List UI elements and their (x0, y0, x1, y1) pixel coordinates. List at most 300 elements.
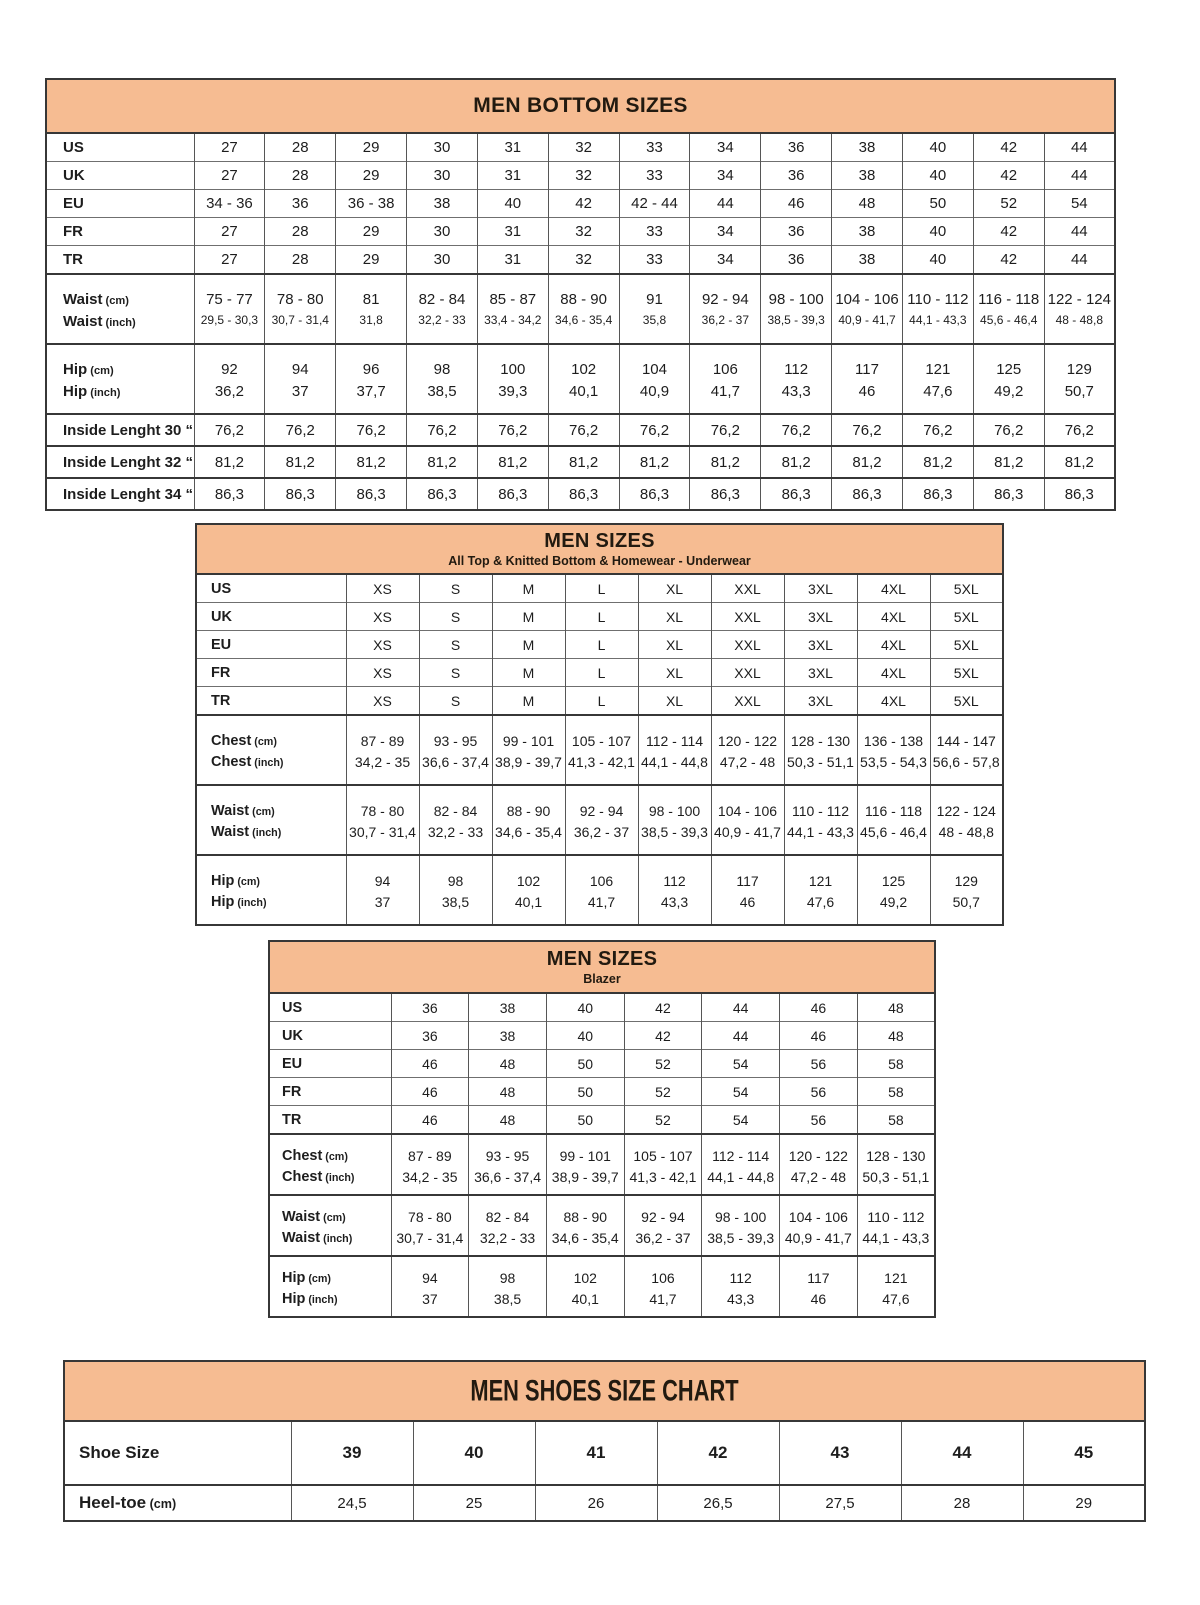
row-label: Waist (inch) (211, 824, 282, 840)
cell: 76,2 (194, 414, 265, 446)
cell: 40 (546, 993, 624, 1022)
row-label: Hip (inch) (63, 383, 121, 400)
cell: 76,2 (902, 414, 973, 446)
men-shoes-size-chart-table (63, 1360, 1146, 1522)
cell: 34,6 - 35,4 (492, 822, 565, 855)
cell: 54 (702, 1078, 780, 1106)
row-label: Hip (cm) (196, 855, 346, 892)
cell: 102 (548, 344, 619, 381)
cell: XL (638, 687, 711, 716)
cell: XS (346, 687, 419, 716)
cell: 81,2 (832, 446, 903, 478)
row-label: Hip (inch) (211, 894, 267, 910)
row-label-unit: (cm) (234, 876, 260, 888)
cell: 31 (477, 246, 548, 275)
cell: 48 (469, 1050, 547, 1078)
row-label: EU (269, 1050, 391, 1078)
men-shoes-size-chart (63, 1360, 1146, 1522)
cell: 44 (1044, 162, 1115, 190)
cell: 30 (407, 162, 478, 190)
cell: 33 (619, 246, 690, 275)
cell: 81,2 (619, 446, 690, 478)
cell: 44,1 - 43,3 (857, 1228, 935, 1256)
cell: L (565, 659, 638, 687)
cell: 81,2 (973, 446, 1044, 478)
cell: 88 - 90 (492, 785, 565, 822)
cell: 36 - 38 (336, 190, 407, 218)
cell: 54 (702, 1050, 780, 1078)
cell: 82 - 84 (419, 785, 492, 822)
cell: 46 (780, 993, 858, 1022)
cell: 37 (265, 381, 336, 414)
cell: 44 (1044, 133, 1115, 162)
cell: 31 (477, 162, 548, 190)
cell: 106 (624, 1256, 702, 1289)
cell: 41,3 - 42,1 (565, 752, 638, 785)
cell: 76,2 (1044, 414, 1115, 446)
cell: 58 (857, 1078, 935, 1106)
row-label: Chest (cm) (196, 715, 346, 752)
cell: 41,7 (690, 381, 761, 414)
cell: 5XL (930, 659, 1003, 687)
cell: M (492, 631, 565, 659)
cell: 120 - 122 (780, 1134, 858, 1167)
cell: 46 (780, 1289, 858, 1317)
cell: L (565, 687, 638, 716)
cell: 52 (624, 1106, 702, 1135)
table-row (196, 855, 1003, 892)
cell: 42 (657, 1421, 779, 1485)
cell: 30,7 - 31,4 (391, 1228, 469, 1256)
cell: 42 - 44 (619, 190, 690, 218)
table-row (46, 274, 1115, 311)
cell: 40,1 (548, 381, 619, 414)
cell: 46 (391, 1106, 469, 1135)
cell: 56,6 - 57,8 (930, 752, 1003, 785)
cell: 98 (407, 344, 478, 381)
cell: 92 - 94 (690, 274, 761, 311)
cell: 52 (624, 1078, 702, 1106)
row-label: Chest (inch) (282, 1169, 355, 1185)
table-row (269, 1078, 935, 1106)
cell: 36,2 - 37 (565, 822, 638, 855)
cell: 33 (619, 218, 690, 246)
cell: 46 (832, 381, 903, 414)
cell: 104 - 106 (780, 1195, 858, 1228)
cell: 122 - 124 (1044, 274, 1115, 311)
cell: L (565, 603, 638, 631)
cell: 40 (902, 133, 973, 162)
cell: 122 - 124 (930, 785, 1003, 822)
cell: 96 (336, 344, 407, 381)
cell: 56 (780, 1106, 858, 1135)
cell: 40 (413, 1421, 535, 1485)
cell: 92 - 94 (624, 1195, 702, 1228)
cell: 4XL (857, 603, 930, 631)
cell: S (419, 631, 492, 659)
cell: 136 - 138 (857, 715, 930, 752)
cell: 48 (469, 1106, 547, 1135)
cell: L (565, 631, 638, 659)
cell: M (492, 603, 565, 631)
cell: 36,2 (194, 381, 265, 414)
cell: 38,9 - 39,7 (492, 752, 565, 785)
cell: 28 (265, 246, 336, 275)
table-title: MEN BOTTOM SIZES (473, 94, 688, 117)
cell: 48 - 48,8 (1044, 311, 1115, 344)
cell: 58 (857, 1050, 935, 1078)
table-row (196, 603, 1003, 631)
table-header (269, 941, 935, 993)
cell: 26,5 (657, 1485, 779, 1521)
cell: 27 (194, 162, 265, 190)
table-header (196, 524, 1003, 574)
row-label: Chest (inch) (211, 754, 284, 770)
cell: 76,2 (548, 414, 619, 446)
cell: S (419, 659, 492, 687)
cell: 47,6 (857, 1289, 935, 1317)
cell: 49,2 (857, 892, 930, 925)
cell: 46 (711, 892, 784, 925)
cell: 112 (761, 344, 832, 381)
cell: XS (346, 603, 419, 631)
cell: 82 - 84 (469, 1195, 547, 1228)
cell: 86,3 (477, 478, 548, 510)
row-label: US (282, 999, 303, 1016)
cell: 50,7 (930, 892, 1003, 925)
cell: 52 (973, 190, 1044, 218)
cell: 76,2 (407, 414, 478, 446)
table-row (46, 478, 1115, 510)
cell: 34,2 - 35 (391, 1167, 469, 1195)
cell: 50 (546, 1106, 624, 1135)
table-subtitle: Blazer (583, 972, 621, 986)
cell: 48 (469, 1078, 547, 1106)
cell: 32 (548, 246, 619, 275)
row-label-unit: (cm) (322, 1151, 348, 1163)
row-label: UK (46, 162, 194, 190)
cell: 5XL (930, 574, 1003, 603)
cell: 43,3 (761, 381, 832, 414)
row-label-unit: (cm) (320, 1212, 346, 1224)
table-row (196, 574, 1003, 603)
table-row (269, 1050, 935, 1078)
cell: 86,3 (265, 478, 336, 510)
cell: 44 (901, 1421, 1023, 1485)
cell: 29 (336, 133, 407, 162)
cell: 53,5 - 54,3 (857, 752, 930, 785)
row-label: US (63, 139, 84, 156)
cell: 37,7 (336, 381, 407, 414)
cell: 48 (857, 993, 935, 1022)
men-bottom-sizes (45, 78, 1116, 511)
cell: 128 - 130 (857, 1134, 935, 1167)
cell: 88 - 90 (548, 274, 619, 311)
cell: 38,9 - 39,7 (546, 1167, 624, 1195)
table-row (269, 1256, 935, 1289)
cell: 29 (1023, 1485, 1145, 1521)
table-row (269, 1134, 935, 1167)
cell: 86,3 (690, 478, 761, 510)
cell: 50,7 (1044, 381, 1115, 414)
cell: 129 (930, 855, 1003, 892)
cell: 42 (973, 133, 1044, 162)
cell: 36 (265, 190, 336, 218)
row-label-unit: (cm) (251, 736, 277, 748)
cell: 5XL (930, 687, 1003, 716)
table-row (196, 715, 1003, 752)
table-row (196, 785, 1003, 822)
cell: 24,5 (291, 1485, 413, 1521)
row-label-unit: (inch) (320, 1233, 353, 1245)
cell: 32 (548, 218, 619, 246)
cell: 36,2 - 37 (690, 311, 761, 344)
cell: 86,3 (336, 478, 407, 510)
cell: XL (638, 603, 711, 631)
cell: 78 - 80 (265, 274, 336, 311)
cell: 38,5 (407, 381, 478, 414)
cell: 76,2 (832, 414, 903, 446)
row-label: Waist (inch) (63, 313, 136, 330)
row-label: Waist (inch) (282, 1230, 353, 1246)
cell: 41,7 (624, 1289, 702, 1317)
cell: 29,5 - 30,3 (194, 311, 265, 344)
cell: 34 (690, 246, 761, 275)
cell: 121 (902, 344, 973, 381)
cell: 28 (265, 162, 336, 190)
table-row (269, 1228, 935, 1256)
cell: 36 (761, 246, 832, 275)
cell: 44 (702, 1022, 780, 1050)
cell: 34,6 - 35,4 (548, 311, 619, 344)
row-label: Inside Lenght 34 “ (46, 478, 194, 510)
cell: 37 (346, 892, 419, 925)
cell: 49,2 (973, 381, 1044, 414)
cell: 38 (832, 162, 903, 190)
cell: 32,2 - 33 (469, 1228, 547, 1256)
table-row (269, 1289, 935, 1317)
cell: XL (638, 659, 711, 687)
cell: 38,5 (469, 1289, 547, 1317)
table-row (269, 1106, 935, 1135)
table-title: MEN SIZES (544, 530, 655, 552)
cell: XXL (711, 687, 784, 716)
cell: 32,2 - 33 (407, 311, 478, 344)
cell: 38 (832, 218, 903, 246)
cell: 38 (407, 190, 478, 218)
cell: 42 (973, 246, 1044, 275)
cell: 81,2 (407, 446, 478, 478)
cell: 40,9 - 41,7 (711, 822, 784, 855)
cell: 105 - 107 (624, 1134, 702, 1167)
cell: 30 (407, 133, 478, 162)
cell: 46 (761, 190, 832, 218)
cell: 50 (546, 1078, 624, 1106)
cell: 32 (548, 133, 619, 162)
cell: 30,7 - 31,4 (265, 311, 336, 344)
cell: 102 (546, 1256, 624, 1289)
cell: 39 (291, 1421, 413, 1485)
table-row (46, 414, 1115, 446)
table-row (269, 1167, 935, 1195)
cell: 38,5 - 39,3 (638, 822, 711, 855)
cell: 129 (1044, 344, 1115, 381)
cell: 40 (546, 1022, 624, 1050)
cell: XL (638, 574, 711, 603)
cell: 104 - 106 (711, 785, 784, 822)
cell: 112 - 114 (702, 1134, 780, 1167)
cell: 36,6 - 37,4 (419, 752, 492, 785)
cell: 38,5 (419, 892, 492, 925)
cell: 30,7 - 31,4 (346, 822, 419, 855)
table-row (46, 133, 1115, 162)
cell: M (492, 574, 565, 603)
cell: 32,2 - 33 (419, 822, 492, 855)
cell: 33,4 - 34,2 (477, 311, 548, 344)
cell: 128 - 130 (784, 715, 857, 752)
row-label: Chest (cm) (269, 1134, 391, 1167)
cell: 94 (265, 344, 336, 381)
cell: 3XL (784, 603, 857, 631)
table-row (46, 218, 1115, 246)
row-label-unit: (inch) (251, 757, 284, 769)
row-label: UK (269, 1022, 391, 1050)
cell: 29 (336, 162, 407, 190)
cell: 98 - 100 (761, 274, 832, 311)
cell: 28 (901, 1485, 1023, 1521)
cell: 116 - 118 (857, 785, 930, 822)
table-row (269, 1195, 935, 1228)
cell: 105 - 107 (565, 715, 638, 752)
cell: 36 (761, 162, 832, 190)
cell: 121 (784, 855, 857, 892)
cell: 81,2 (902, 446, 973, 478)
row-label: EU (196, 631, 346, 659)
row-label: Waist (cm) (46, 274, 194, 311)
row-label-unit: (inch) (87, 387, 121, 399)
cell: 36 (391, 1022, 469, 1050)
cell: XL (638, 631, 711, 659)
row-label-unit: (cm) (102, 295, 129, 307)
cell: 43,3 (638, 892, 711, 925)
cell: 81 (336, 274, 407, 311)
cell: 36,6 - 37,4 (469, 1167, 547, 1195)
cell: S (419, 574, 492, 603)
cell: 31,8 (336, 311, 407, 344)
cell: 25 (413, 1485, 535, 1521)
cell: 76,2 (477, 414, 548, 446)
cell: 106 (690, 344, 761, 381)
cell: 86,3 (619, 478, 690, 510)
table-row (64, 1421, 1145, 1485)
cell: 43 (779, 1421, 901, 1485)
men-bottom-sizes-table (45, 78, 1116, 511)
cell: 54 (702, 1106, 780, 1135)
cell: 29 (336, 218, 407, 246)
cell: 45,6 - 46,4 (973, 311, 1044, 344)
cell: 121 (857, 1256, 935, 1289)
cell: 81,2 (194, 446, 265, 478)
cell: 86,3 (194, 478, 265, 510)
cell: 110 - 112 (902, 274, 973, 311)
cell: 40 (902, 218, 973, 246)
cell: 48 (832, 190, 903, 218)
cell: 38 (832, 246, 903, 275)
row-label-unit: (cm) (87, 365, 114, 377)
cell: 58 (857, 1106, 935, 1135)
cell: 42 (973, 162, 1044, 190)
cell: 46 (391, 1050, 469, 1078)
cell: 45,6 - 46,4 (857, 822, 930, 855)
table-subtitle: All Top & Knitted Bottom & Homewear - Underwear (448, 554, 751, 568)
cell: 42 (624, 993, 702, 1022)
cell: 46 (780, 1022, 858, 1050)
cell: 33 (619, 162, 690, 190)
table-title: MEN SHOES SIZE CHART (470, 1374, 739, 1407)
cell: 41,3 - 42,1 (624, 1167, 702, 1195)
row-label: Waist (cm) (269, 1195, 391, 1228)
cell: XXL (711, 631, 784, 659)
cell: 28 (265, 218, 336, 246)
table-row (196, 631, 1003, 659)
cell: 92 (194, 344, 265, 381)
cell: 86,3 (973, 478, 1044, 510)
cell: 28 (265, 133, 336, 162)
cell: 85 - 87 (477, 274, 548, 311)
cell: 44 (1044, 246, 1115, 275)
table-row (46, 446, 1115, 478)
cell: 50,3 - 51,1 (784, 752, 857, 785)
cell: 98 - 100 (638, 785, 711, 822)
cell: 44 (1044, 218, 1115, 246)
cell: 99 - 101 (546, 1134, 624, 1167)
table-row (46, 162, 1115, 190)
cell: 4XL (857, 574, 930, 603)
cell: 38 (469, 993, 547, 1022)
cell: 98 - 100 (702, 1195, 780, 1228)
row-label: TR (196, 687, 346, 716)
table-row (269, 993, 935, 1022)
cell: 86,3 (761, 478, 832, 510)
cell: 45 (1023, 1421, 1145, 1485)
table-row (196, 822, 1003, 855)
cell: L (565, 574, 638, 603)
cell: 110 - 112 (857, 1195, 935, 1228)
cell: 4XL (857, 659, 930, 687)
cell: 3XL (784, 574, 857, 603)
cell: 47,6 (902, 381, 973, 414)
cell: 75 - 77 (194, 274, 265, 311)
cell: 50 (902, 190, 973, 218)
row-label: Shoe Size (79, 1443, 160, 1462)
row-label: US (211, 580, 232, 597)
cell: 116 - 118 (973, 274, 1044, 311)
cell: 37 (391, 1289, 469, 1317)
cell: XS (346, 574, 419, 603)
cell: 29 (336, 246, 407, 275)
cell: 36,2 - 37 (624, 1228, 702, 1256)
row-label: UK (196, 603, 346, 631)
cell: 87 - 89 (391, 1134, 469, 1167)
cell: 38,5 - 39,3 (761, 311, 832, 344)
cell: 32 (548, 162, 619, 190)
table-row (46, 381, 1115, 414)
cell: 117 (832, 344, 903, 381)
cell: XXL (711, 659, 784, 687)
cell: 100 (477, 344, 548, 381)
cell: 48 (857, 1022, 935, 1050)
cell: 38,5 - 39,3 (702, 1228, 780, 1256)
